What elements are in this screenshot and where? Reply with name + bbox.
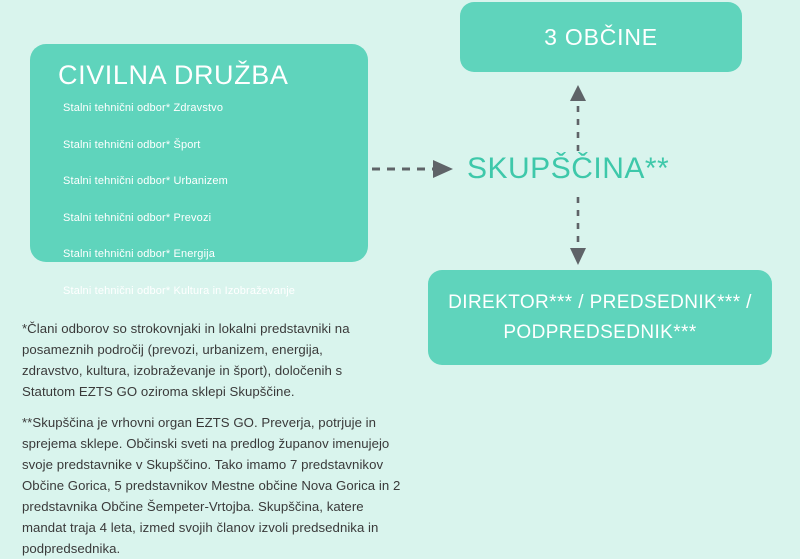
footnote-committee-members: *Člani odborov so strokovnjaki in lokalni predstavniki na posameznih področij (prevozi, urbanizem, energija, zdravstvo, kultura, izobraževanje in šport), določenih s Statutom EZTS GO oziroma sklepi Skupščine. (22, 321, 350, 399)
list-item: Stalni tehnični odbor* Urbanizem (63, 175, 228, 187)
list-item: Stalni tehnični odbor* Kultura in Izobraževanje (63, 284, 296, 297)
director-box (428, 270, 772, 365)
municipalities-box (460, 2, 742, 72)
dashed-arrow-down-icon (564, 196, 592, 266)
assembly-label: SKUPŠČINA** (467, 152, 670, 185)
list-item: Stalni tehnični odbor* Zdravstvo (63, 102, 224, 114)
civil-society-box (30, 44, 368, 297)
dashed-arrow-up-icon (564, 84, 592, 152)
footnote-assembly: **Skupščina je vrhovni organ EZTS GO. Preverja, potrjuje in sprejema sklepe. Občinski sveti na predlog županov imenujejo svoje predstavnike v Skupščino. Tako imamo 7 predstavnikov Občine Gorica, 5 predstavnikov Mestne občine Nova Gorica in 2 predstavnika Občine Šempeter-Vrtojba. Skupščina, katere mandat traja 4 leta, izmed svojih članov izvoli predsednika in podpredsednika. (22, 415, 401, 556)
list-item: Stalni tehnični odbor* Energija (63, 248, 216, 260)
municipalities-label: 3 OBČINE (544, 23, 658, 50)
dashed-arrow-right-icon (371, 157, 457, 181)
committee-list (63, 103, 363, 322)
director-label: DIREKTOR*** / PREDSEDNIK*** / PODPREDSEDNIK*** (448, 291, 752, 343)
list-item: Stalni tehnični odbor* Šport (63, 138, 201, 151)
list-item: Stalni tehnični odbor* Prevozi (63, 211, 212, 224)
civil-society-title: CIVILNA DRUŽBA (58, 60, 289, 90)
